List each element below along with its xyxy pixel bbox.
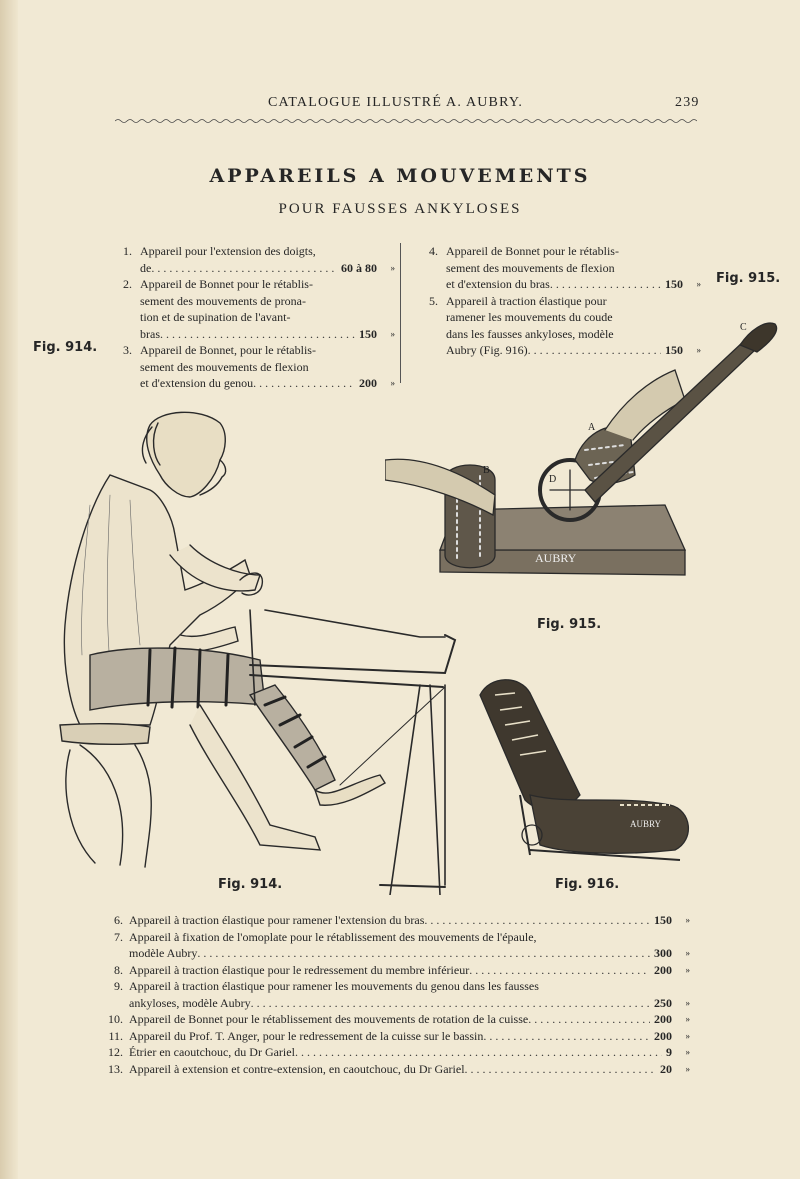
item-price-line: [129, 912, 690, 929]
item-price-line: [140, 326, 395, 343]
price-mark: »: [685, 1063, 690, 1074]
fig-915-side-label: Fig. 915.: [716, 271, 781, 286]
running-title: CATALOGUE ILLUSTRÉ A. AUBRY.: [268, 95, 524, 110]
item-price: 200: [654, 1028, 672, 1043]
item-number: 5.: [429, 293, 438, 308]
item-price: 300: [654, 946, 672, 960]
item-number: 2.: [123, 277, 132, 291]
item-price-line: [140, 375, 395, 392]
item-number: 4.: [429, 244, 438, 258]
price-mark: »: [685, 1047, 690, 1057]
label-c: C: [740, 322, 747, 333]
item-price: 150: [665, 277, 683, 291]
item-text-line: Appareil de Bonnet pour le rétablissement des mouvements de rotation de la cuisse: [129, 1012, 529, 1026]
item-number: 13.: [108, 1061, 123, 1076]
fig-916-caption: Fig. 916.: [555, 877, 620, 892]
price-mark: »: [696, 279, 701, 289]
list-item: [105, 912, 690, 929]
leader-dots: [424, 912, 650, 929]
item-text-line: Appareil pour l'extension des doigts,: [140, 244, 316, 258]
leader-dots: [253, 375, 355, 392]
fig-915-caption: Fig. 915.: [537, 617, 602, 632]
item-number: 11.: [108, 1028, 123, 1043]
item-text-line: Appareil de Bonnet pour le rétablis-: [140, 277, 313, 291]
item-price: 9: [666, 1045, 672, 1059]
item-price-line: [129, 1011, 690, 1028]
item-price: 250: [654, 995, 672, 1010]
leader-dots: [151, 260, 337, 277]
item-number: 10.: [108, 1012, 123, 1026]
item-text-line: Aubry (Fig. 916): [446, 343, 528, 357]
item-text-line: bras: [140, 326, 160, 341]
item-text-line: Étrier en caoutchouc, du Dr Gariel: [129, 1045, 295, 1059]
list-item: [418, 243, 701, 293]
list-item: [105, 962, 690, 979]
item-text-line: Appareil à traction élastique pour le redressement du membre inférieur: [129, 962, 470, 977]
item-text-line: dans les fausses ankyloses, modèle: [446, 326, 614, 341]
leader-dots: [295, 1044, 662, 1061]
item-number: 8.: [114, 962, 123, 977]
item-text-line: Appareil du Prof. T. Anger, pour le redressement de la cuisse sur le bassin: [129, 1028, 484, 1043]
item-text-line: ramener les mouvements du coude: [446, 310, 613, 324]
list-item: [105, 1028, 690, 1045]
item-text-line: Appareil à traction élastique pour ramener l'extension du bras: [129, 913, 425, 927]
item-text-line: sement des mouvements de flexion: [446, 260, 615, 275]
leader-dots: [465, 1061, 656, 1078]
list-item: [105, 978, 690, 1011]
item-number: 1.: [123, 244, 132, 258]
leader-dots: [483, 1028, 650, 1045]
item-number: 3.: [123, 343, 132, 357]
page-subtitle: POUR FAUSSES ANKYLOSES: [278, 201, 522, 217]
price-mark: »: [390, 262, 395, 273]
bottom-price-list: [105, 912, 690, 1077]
item-price-line: [129, 945, 690, 962]
item-text-line: tion et de supination de l'avant-: [140, 310, 291, 324]
item-text-line: sement des mouvements de flexion: [140, 359, 309, 374]
item-text-line: Appareil à fixation de l'omoplate pour le rétablissement des mouvements de l'épaule,: [129, 929, 537, 944]
item-number: 6.: [114, 913, 123, 927]
item-text-line: sement des mouvements de prona-: [140, 293, 306, 308]
item-text-line: et d'extension du bras: [446, 277, 550, 291]
item-price: 200: [359, 376, 377, 390]
left-column: [112, 243, 395, 392]
item-price-line: [129, 1061, 690, 1078]
item-text-line: Appareil à extension et contre-extension, en caoutchouc, du Dr Gariel: [129, 1061, 465, 1076]
list-item: [105, 929, 690, 962]
leader-dots: [251, 995, 650, 1012]
item-number: 7.: [114, 929, 123, 944]
price-mark: »: [685, 915, 690, 925]
leader-dots: [469, 962, 650, 979]
list-item: [105, 1044, 690, 1061]
leader-dots: [528, 1011, 650, 1028]
item-price: 150: [359, 326, 377, 341]
price-mark: »: [390, 378, 395, 388]
fig-916-aubry-mark: AUBRY: [630, 819, 662, 829]
price-mark: »: [390, 328, 395, 339]
item-price: 150: [654, 913, 672, 927]
fig-914-caption: Fig. 914.: [218, 877, 283, 892]
price-mark: »: [696, 345, 701, 355]
wavy-rule: [115, 118, 697, 124]
page-title: APPAREILS A MOUVEMENTS: [209, 165, 591, 187]
item-price: 150: [665, 343, 683, 357]
item-text-line: Appareil à traction élastique pour: [446, 293, 607, 308]
item-price: 60 à 80: [341, 260, 377, 275]
item-price-line: [129, 1028, 690, 1045]
leader-dots: [197, 945, 650, 962]
list-item: [105, 1061, 690, 1078]
item-price-line: [129, 1044, 690, 1061]
label-a: A: [588, 422, 596, 433]
item-text-line: de: [140, 260, 152, 275]
item-number: 9.: [114, 979, 123, 993]
item-text-line: ankyloses, modèle Aubry: [129, 995, 251, 1010]
item-price-line: [140, 260, 395, 277]
label-d: D: [549, 474, 557, 485]
leader-dots: [550, 276, 661, 293]
item-price-line: [446, 276, 701, 293]
item-price-line: [129, 995, 690, 1012]
item-text-line: modèle Aubry: [129, 946, 198, 960]
fig-915-illustration: [385, 310, 785, 590]
fig-914-side-label: Fig. 914.: [33, 340, 98, 355]
item-price-line: [129, 962, 690, 979]
list-item: [112, 342, 395, 392]
list-item: [112, 276, 395, 342]
label-b: B: [483, 465, 490, 476]
price-mark: »: [685, 964, 690, 975]
leader-dots: [160, 326, 355, 343]
price-mark: »: [685, 1030, 690, 1041]
item-text-line: et d'extension du genou: [140, 376, 254, 390]
price-mark: »: [685, 948, 690, 958]
item-text-line: Appareil à traction élastique pour ramener les mouvements du genou dans les fausses: [129, 979, 539, 993]
price-mark: »: [685, 1014, 690, 1024]
price-mark: »: [685, 997, 690, 1008]
list-item: [112, 243, 395, 276]
item-number: 12.: [108, 1045, 123, 1059]
list-item: [105, 1011, 690, 1028]
item-price: 200: [654, 1012, 672, 1026]
item-price: 20: [660, 1061, 672, 1076]
item-text-line: Appareil de Bonnet, pour le rétablis-: [140, 343, 316, 357]
item-price: 200: [654, 962, 672, 977]
page-number: 239: [675, 95, 700, 110]
item-text-line: Appareil de Bonnet pour le rétablis-: [446, 244, 619, 258]
fig-915-aubry-mark: AUBRY: [535, 551, 577, 565]
fig-916-illustration: [470, 665, 710, 870]
